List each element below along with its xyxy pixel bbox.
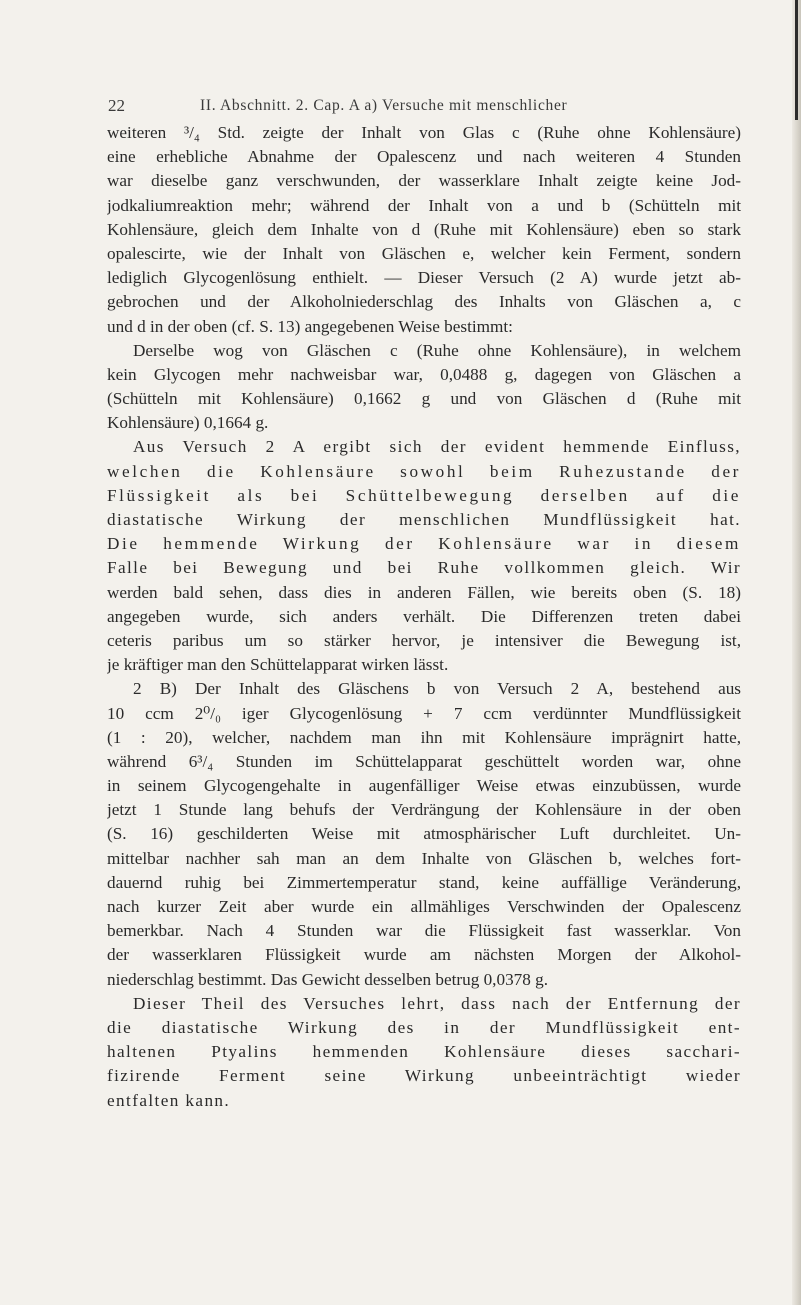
text-line: 2 B) Der Inhalt des Gläschens b von Versuch 2 A, bestehend aus (133, 679, 741, 699)
text-line: Die hemmende Wirkung der Kohlensäure war in diesem (107, 534, 741, 554)
text-line: der wasserklaren Flüssigkeit wurde am nächsten Morgen der Alkohol- (107, 945, 741, 965)
text-line: jodkaliumreaktion mehr; während der Inhalt von a und b (Schütteln mit (107, 195, 741, 215)
page-number: 22 (108, 96, 125, 115)
text-line: diastatische Wirkung der menschlichen Mundflüssigkeit hat. (107, 510, 741, 529)
text-line: angegeben wurde, sich anders verhält. Die Differenzen treten dabei (107, 606, 741, 626)
text-line: jetzt 1 Stunde lang behufs der Verdrängung der Kohlensäure in der oben (107, 800, 741, 820)
text-line: während 6³/₄ Stunden im Schüttelapparat geschüttelt worden war, ohne (107, 751, 741, 771)
text-line: und d in der oben (cf. S. 13) angegebenen Weise bestimmt: (107, 316, 513, 336)
text-line: Falle bei Bewegung und bei Ruhe vollkommen gleich. Wir (107, 558, 741, 578)
text-line: bemerkbar. Nach 4 Stunden war die Flüssigkeit fast wasserklar. Von (107, 921, 741, 941)
text-line: lediglich Glycogenlösung enthielt. — Dieser Versuch (2 A) wurde jetzt ab- (107, 268, 741, 288)
running-head: II. Abschnitt. 2. Cap. A a) Versuche mit menschlicher (200, 97, 568, 114)
body-text (107, 121, 741, 1113)
text-line: opalescirte, wie der Inhalt von Gläschen e, welcher kein Ferment, sondern (107, 243, 741, 263)
text-line: nach kurzer Zeit aber wurde ein allmähliges Verschwinden der Opalescenz (107, 897, 741, 916)
page-header (108, 96, 728, 120)
text-line: kein Glycogen mehr nachweisbar war, 0,0488 g, dagegen von Gläschen a (107, 364, 741, 384)
text-line: gebrochen und der Alkoholniederschlag des Inhalts von Gläschen a, c (107, 292, 741, 312)
text-line: haltenen Ptyalins hemmenden Kohlensäure dieses sacchari- (107, 1042, 741, 1062)
text-line: mittelbar nachher sah man an dem Inhalte von Gläschen b, welches fort- (107, 848, 741, 868)
page-edge-mark (795, 0, 798, 120)
text-line: welchen die Kohlensäure sowohl beim Ruhezustande der (107, 461, 741, 481)
text-line: eine erhebliche Abnahme der Opalescenz und nach weiteren 4 Stunden (107, 147, 741, 167)
text-line: werden bald sehen, dass dies in anderen Fällen, wie bereits oben (S. 18) (107, 582, 741, 602)
text-line: je kräftiger man den Schüttelapparat wirken lässt. (107, 655, 449, 675)
text-line: (Schütteln mit Kohlensäure) 0,1662 g und von Gläschen d (Ruhe mit (107, 389, 741, 409)
text-line: (S. 16) geschilderten Weise mit atmosphärischer Luft durchleitet. Un- (107, 824, 741, 844)
text-line: niederschlag bestimmt. Das Gewicht desselben betrug 0,0378 g. (107, 969, 549, 989)
text-line: Flüssigkeit als bei Schüttelbewegung derselben auf die (107, 485, 741, 505)
text-line: Derselbe wog von Gläschen c (Ruhe ohne Kohlensäure), in welchem (133, 340, 741, 360)
text-line: (1 : 20), welcher, nachdem man ihn mit Kohlensäure imprägnirt hatte, (107, 727, 741, 747)
text-line: die diastatische Wirkung des in der Mundflüssigkeit ent- (107, 1017, 741, 1037)
text-line: dauernd ruhig bei Zimmertemperatur stand, keine auffällige Veränderung, (107, 872, 741, 892)
text-line: ceteris paribus um so stärker hervor, je intensiver die Bewegung ist, (107, 630, 741, 650)
text-line: weiteren ³/₄ Std. zeigte der Inhalt von Glas c (Ruhe ohne Kohlensäure) (107, 123, 741, 142)
text-line: war dieselbe ganz verschwunden, der wasserklare Inhalt zeigte keine Jod- (107, 171, 741, 191)
text-line: Kohlensäure) 0,1664 g. (107, 413, 269, 433)
text-line: in seinem Glycogengehalte in augenfälliger Weise etwas einzubüssen, wurde (107, 776, 741, 796)
page-edge-shadow (792, 0, 801, 1305)
text-line: 10 ccm 2⁰/₀ iger Glycogenlösung + 7 ccm verdünnter Mundflüssigkeit (107, 703, 741, 723)
text-line: entfalten kann. (107, 1090, 231, 1110)
text-line: Aus Versuch 2 A ergibt sich der evident hemmende Einfluss, (133, 437, 741, 457)
text-line: Dieser Theil des Versuches lehrt, dass nach der Entfernung der (133, 993, 741, 1013)
text-line: Kohlensäure, gleich dem Inhalte von d (Ruhe mit Kohlensäure) eben so stark (107, 219, 741, 239)
text-line: fizirende Ferment seine Wirkung unbeeinträchtigt wieder (107, 1066, 741, 1086)
